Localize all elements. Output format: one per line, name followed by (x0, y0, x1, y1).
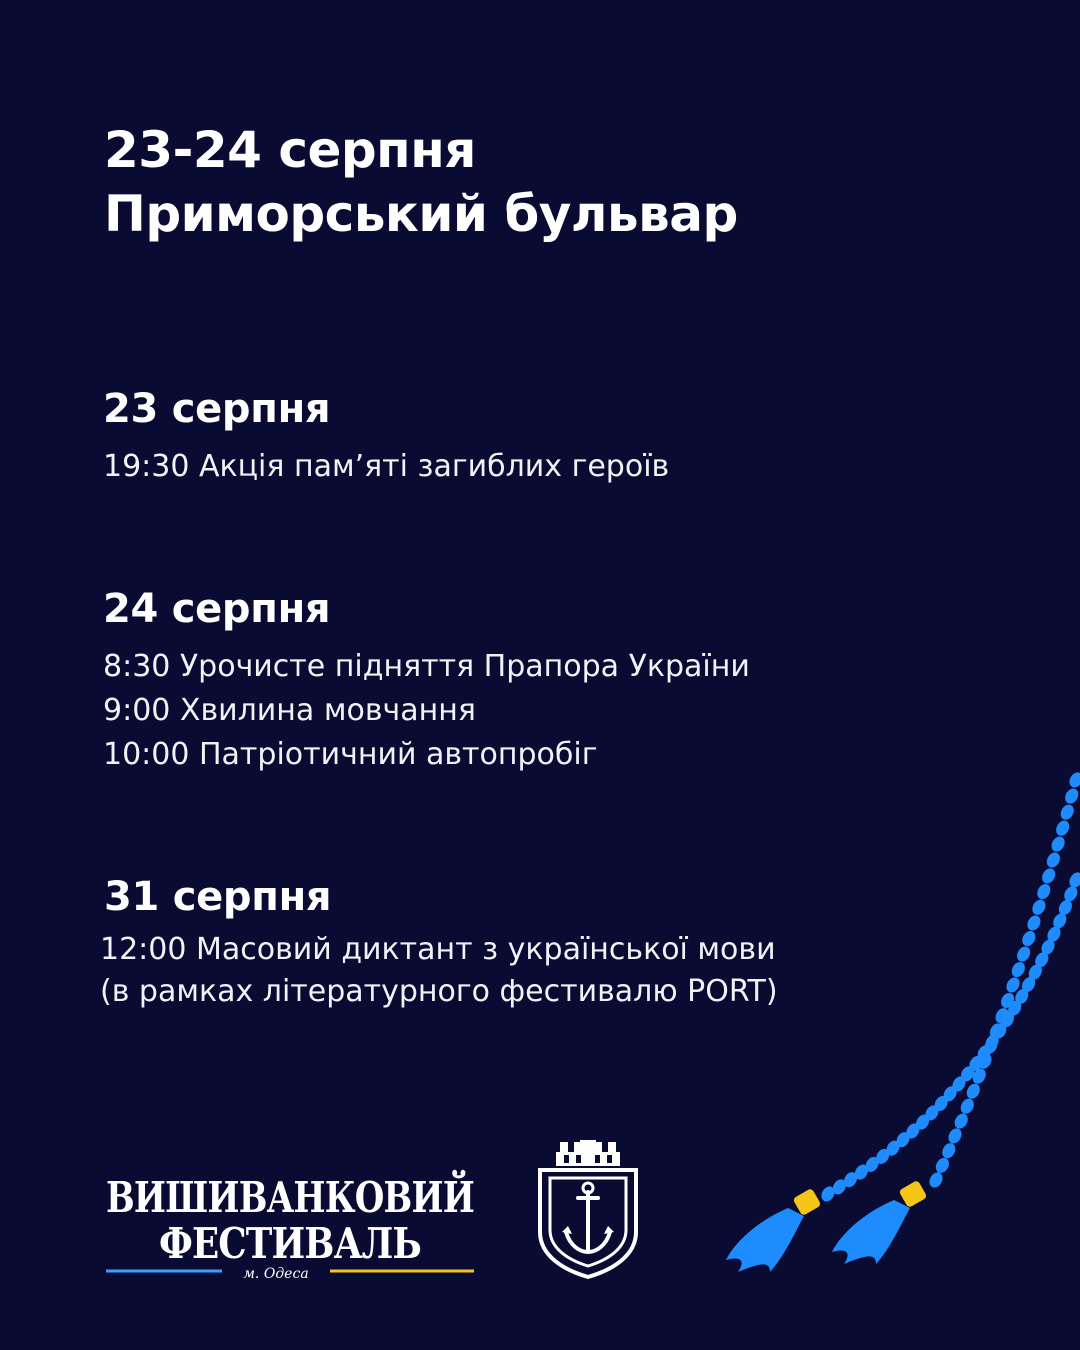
bead (1030, 897, 1048, 917)
header-dates: 23-24 серпня (104, 121, 476, 179)
festival-logo-line1: ВИШИВАНКОВИЙ (106, 1173, 562, 1222)
bead-tassels-icon (700, 760, 1080, 1300)
bead (1020, 929, 1038, 949)
bead (1049, 834, 1067, 854)
bead (933, 1155, 951, 1175)
event-item: 19:30 Акція пам’яті загиблих героїв (103, 449, 670, 484)
day-block-24 (103, 585, 923, 777)
festival-logo-city: м. Одеса (243, 1266, 309, 1282)
festival-logo-line2: ФЕСТИВАЛЬ (159, 1219, 421, 1268)
poster-header (104, 118, 904, 246)
bead (1063, 786, 1080, 806)
event-item: 9:00 Хвилина мовчання (103, 693, 476, 728)
event-item: 10:00 Патріотичний автопробіг (103, 737, 598, 772)
day-title: 23 серпня (103, 386, 331, 432)
bead (958, 1096, 976, 1116)
bead (1054, 818, 1072, 838)
day-title: 24 серпня (103, 586, 331, 632)
bead (940, 1141, 958, 1161)
odesa-coat-of-arms-icon (536, 1140, 640, 1278)
bead (1014, 944, 1032, 964)
bead (927, 1170, 945, 1190)
bead (1044, 850, 1062, 870)
day-title: 31 серпня (104, 874, 332, 920)
event-item: 8:30 Урочисте підняття Прапора України (103, 649, 750, 684)
event-item: (в рамках літературного фестивалю PORT) (100, 974, 778, 1009)
header-location: Приморський бульвар (104, 185, 738, 243)
bead (1067, 770, 1080, 790)
bead (1025, 913, 1043, 933)
bead (1035, 882, 1053, 902)
bead (952, 1111, 970, 1131)
bead (964, 1081, 982, 1101)
bead (946, 1126, 964, 1146)
festival-logo-icon (104, 1168, 562, 1288)
bead (1058, 802, 1076, 822)
bead (1009, 960, 1027, 980)
event-item: 12:00 Масовий диктант з української мови (100, 932, 776, 967)
day-block-23 (103, 385, 923, 489)
bead (1040, 866, 1058, 886)
